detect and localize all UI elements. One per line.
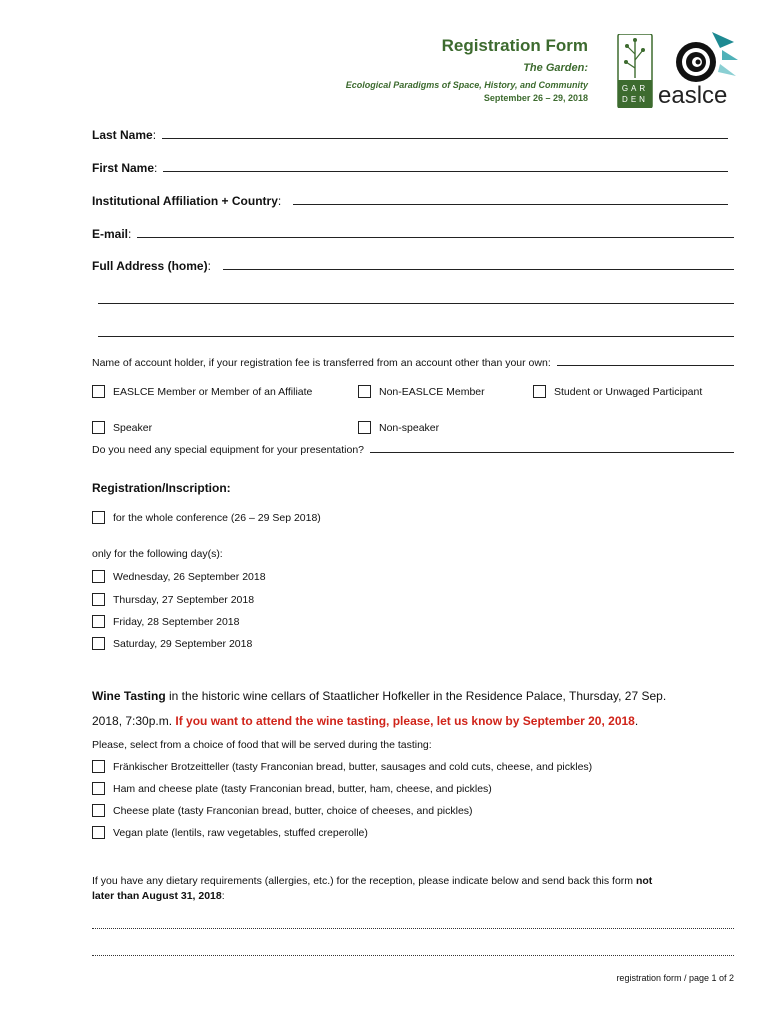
checkbox[interactable] <box>358 421 371 434</box>
option-label: for the whole conference (26 – 29 Sep 2018) <box>113 511 321 524</box>
checkbox[interactable] <box>92 804 105 817</box>
day-option-thursday[interactable] <box>92 593 254 606</box>
option-label: Speaker <box>113 421 153 434</box>
option-label: EASLCE Member or Member of an Affiliate <box>113 385 313 398</box>
first-name-field: First Name : <box>92 161 728 175</box>
speaker-option[interactable] <box>92 421 152 434</box>
dietary-colon: : <box>221 890 225 902</box>
account-holder-field <box>92 357 734 369</box>
checkbox[interactable] <box>92 637 105 650</box>
wine-tasting-period: . <box>634 714 639 728</box>
checkbox[interactable] <box>92 385 105 398</box>
account-holder-input[interactable] <box>557 365 734 366</box>
checkbox[interactable] <box>92 615 105 628</box>
whole-conference-option[interactable] <box>92 511 321 524</box>
checkbox[interactable] <box>92 782 105 795</box>
checkbox[interactable] <box>533 385 546 398</box>
wine-tasting-desc: in the historic wine cellars of Staatlicher Hofkeller in the Residence Palace, Thursday, 27 Sep. <box>165 689 667 703</box>
address-label: Full Address (home) <box>92 259 208 273</box>
wine-tasting-line-1 <box>92 689 666 703</box>
checkbox[interactable] <box>92 570 105 583</box>
address-input[interactable] <box>223 269 734 270</box>
wine-tasting-line-2 <box>92 714 638 728</box>
page-footer: registration form / page 1 of 2 <box>616 973 734 983</box>
event-name: Ecological Paradigms of Space, History, and Community <box>345 80 588 90</box>
address-line-2[interactable] <box>98 303 734 304</box>
garden-logo <box>617 34 653 108</box>
account-holder-label: Name of account holder, if your registration fee is transferred from an account other than your own: <box>92 357 551 369</box>
days-intro: only for the following day(s): <box>92 548 223 560</box>
option-label: Student or Unwaged Participant <box>554 385 703 398</box>
non-speaker-option[interactable] <box>358 421 439 434</box>
option-label: Non-EASLCE Member <box>379 385 485 398</box>
last-name-label: Last Name <box>92 128 153 142</box>
day-option-friday[interactable] <box>92 615 239 628</box>
membership-option-student[interactable] <box>533 385 702 398</box>
wine-tasting-time: 2018, 7:30p.m. <box>92 714 176 728</box>
option-label: Fränkischer Brotzeitteller (tasty Franconian bread, butter, sausages and cold cuts, cheese, and pickles) <box>113 760 593 773</box>
checkbox[interactable] <box>92 826 105 839</box>
form-subtitle: The Garden: <box>523 62 588 74</box>
dietary-input-line-2[interactable] <box>92 955 734 956</box>
equipment-label: Do you need any special equipment for your presentation? <box>92 444 365 456</box>
dietary-deadline-not: not <box>635 875 653 887</box>
affiliation-field: Institutional Affiliation + Country : <box>92 194 728 208</box>
checkbox[interactable] <box>92 593 105 606</box>
option-label: Vegan plate (lentils, raw vegetables, stuffed creperolle) <box>113 826 368 839</box>
food-option-brotzeit[interactable] <box>92 760 592 773</box>
first-name-input[interactable] <box>163 171 728 172</box>
registration-heading: Registration/Inscription: <box>92 481 231 495</box>
first-name-label: First Name <box>92 161 155 175</box>
easlce-logo-text: easlce <box>658 82 728 109</box>
dietary-deadline: later than August 31, 2018 <box>92 890 222 902</box>
wine-tasting-title: Wine Tasting <box>92 689 166 703</box>
last-name-input[interactable] <box>162 138 728 139</box>
affiliation-input[interactable] <box>293 204 728 205</box>
dietary-text <box>92 874 734 904</box>
food-option-ham-cheese[interactable] <box>92 782 492 795</box>
option-label: Saturday, 29 September 2018 <box>113 637 253 650</box>
checkbox[interactable] <box>92 421 105 434</box>
wine-tasting-deadline: If you want to attend the wine tasting, please, let us know by September 20, 2018 <box>175 714 635 728</box>
membership-option-easlce[interactable] <box>92 385 312 398</box>
dietary-input-line-1[interactable] <box>92 928 734 929</box>
email-field: E-mail : <box>92 227 734 241</box>
option-label: Friday, 28 September 2018 <box>113 615 240 628</box>
last-name-field: Last Name : <box>92 128 728 142</box>
day-option-saturday[interactable] <box>92 637 252 650</box>
option-label: Wednesday, 26 September 2018 <box>113 570 266 583</box>
checkbox[interactable] <box>358 385 371 398</box>
membership-option-non-easlce[interactable] <box>358 385 485 398</box>
equipment-input[interactable] <box>370 452 734 453</box>
affiliation-label: Institutional Affiliation + Country <box>92 194 278 208</box>
option-label: Cheese plate (tasty Franconian bread, butter, choice of cheeses, and pickles) <box>113 804 473 817</box>
food-option-vegan[interactable] <box>92 826 368 839</box>
option-label: Non-speaker <box>379 421 440 434</box>
equipment-field <box>92 444 734 456</box>
checkbox[interactable] <box>92 511 105 524</box>
option-label: Ham and cheese plate (tasty Franconian bread, butter, ham, cheese, and pickles) <box>113 782 492 795</box>
form-title: Registration Form <box>441 36 588 55</box>
address-field: Full Address (home) : <box>92 259 734 273</box>
option-label: Thursday, 27 September 2018 <box>113 593 255 606</box>
dietary-instructions: If you have any dietary requirements (allergies, etc.) for the reception, please indicate below and send back this form <box>92 875 636 887</box>
food-option-cheese[interactable] <box>92 804 473 817</box>
food-intro: Please, select from a choice of food that will be served during the tasting: <box>92 739 432 751</box>
address-line-3[interactable] <box>98 336 734 337</box>
checkbox[interactable] <box>92 760 105 773</box>
day-option-wednesday[interactable] <box>92 570 266 583</box>
email-input[interactable] <box>137 237 734 238</box>
email-label: E-mail <box>92 227 129 241</box>
event-dates: September 26 – 29, 2018 <box>483 93 588 103</box>
easlce-logo <box>660 30 740 110</box>
garden-logo-text: GAR DEN <box>621 84 649 104</box>
